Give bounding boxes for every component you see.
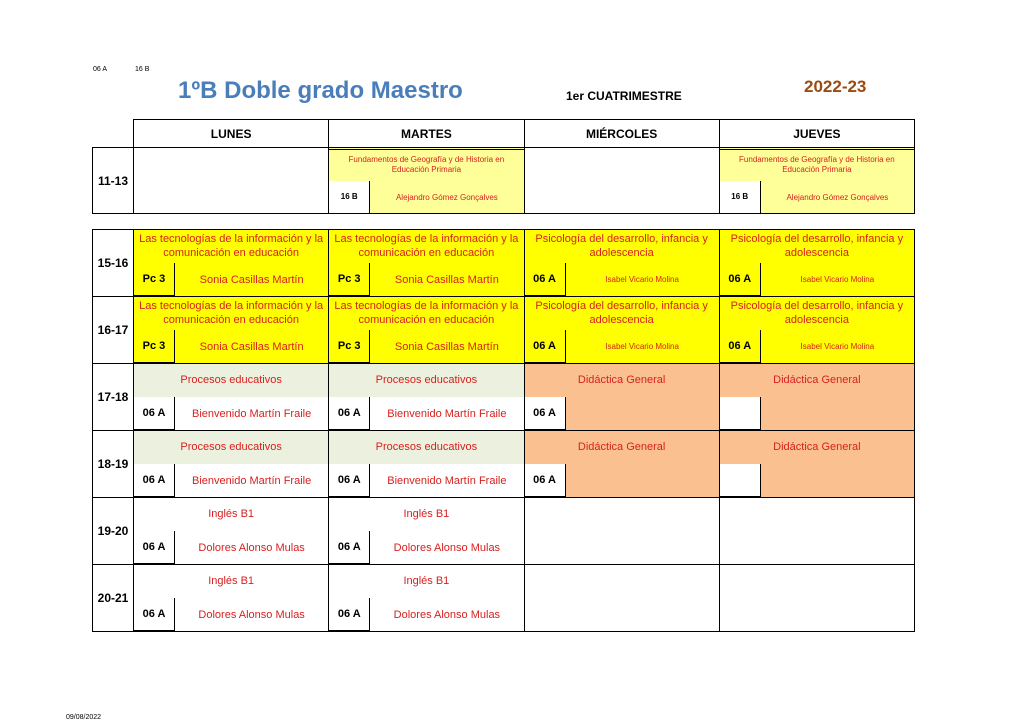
page-title: 1ºB Doble grado Maestro (178, 77, 463, 104)
day-header-row (133, 119, 915, 148)
room-label (720, 464, 761, 497)
schedule-cell-empty (524, 148, 719, 214)
corner-label-1: 06 A (93, 66, 108, 73)
hour-label: 11-13 (93, 148, 134, 214)
hour-label: 19-20 (93, 498, 134, 565)
schedule-cell (134, 297, 329, 364)
room-label: 06 A (720, 330, 761, 363)
room-label: 06 A (525, 397, 566, 430)
subject-name: Didáctica General (577, 373, 666, 386)
room-label: 06 A (525, 263, 566, 296)
room-label: Pc 3 (134, 263, 175, 296)
hour-label: 17-18 (93, 364, 134, 431)
teacher-name: Bienvenido Martín Fraile (370, 397, 523, 430)
room-label: 06 A (720, 263, 761, 296)
schedule-cell (134, 498, 329, 565)
schedule-cell (524, 230, 719, 297)
hour-label: 15-16 (93, 230, 134, 297)
schedule-cell (329, 297, 524, 364)
schedule-cell (524, 431, 719, 498)
subject-name: Didáctica General (773, 440, 861, 453)
teacher-name: Isabel Vicario Molina (800, 342, 875, 351)
corner-label-2: 16 B (135, 66, 150, 73)
subject-name: Psicología del desarrollo, infancia y adolescencia (730, 300, 904, 326)
schedule-cell (329, 498, 524, 565)
schedule-cell-empty (524, 498, 719, 565)
subject-name: Las tecnologías de la información y la comunicación en educación (334, 300, 519, 326)
schedule-cell (524, 297, 719, 364)
subject-name: Didáctica General (577, 440, 666, 453)
subject-name: Las tecnologías de la información y la comunicación en educación (334, 233, 519, 259)
hour-label: 20-21 (93, 565, 134, 632)
afternoon-block (92, 229, 915, 632)
day-header-wednesday: MIÉRCOLES (524, 120, 719, 148)
room-label: 06 A (134, 464, 175, 497)
teacher-name: Dolores Alonso Mulas (393, 608, 501, 621)
teacher-name: Dolores Alonso Mulas (198, 608, 305, 621)
teacher-name: Bienvenido Martín Fraile (370, 464, 523, 497)
academic-year: 2022-23 (804, 77, 867, 96)
room-label: 06 A (525, 330, 566, 363)
footer-date: 09/08/2022 (66, 714, 102, 721)
schedule-cell (134, 431, 329, 498)
schedule-cell-empty (524, 565, 719, 632)
schedule-cell (329, 431, 524, 498)
teacher-name: Alejandro Gómez Gonçalves (786, 192, 889, 202)
subject-name: Procesos educativos (180, 373, 282, 386)
hour-label: 18-19 (93, 431, 134, 498)
teacher-name: Isabel Vicario Molina (605, 275, 679, 284)
subject-name: Fundamentos de Geografía y de Historia en Educación Primaria (329, 149, 523, 181)
schedule-cell (329, 230, 524, 297)
teacher-name: Sonia Casillas Martín (199, 340, 304, 353)
subject-name: Procesos educativos (375, 373, 478, 386)
schedule-cell (719, 364, 914, 431)
room-label: 06 A (329, 598, 370, 631)
subject-name: Inglés B1 (208, 507, 255, 520)
subject-name: Las tecnologías de la información y la comunicación en educación (139, 233, 324, 259)
day-header-thursday: JUEVES (719, 120, 914, 148)
schedule-cell (134, 364, 329, 431)
teacher-name: Bienvenido Martín Fraile (175, 464, 328, 497)
schedule-cell (719, 431, 914, 498)
room-label: Pc 3 (134, 330, 175, 363)
schedule-cell (719, 297, 914, 364)
hour-label: 16-17 (93, 297, 134, 364)
room-label: Pc 3 (329, 330, 370, 363)
schedule-cell (719, 230, 914, 297)
teacher-name: Sonia Casillas Martín (199, 273, 304, 286)
subject-name: Didáctica General (773, 373, 861, 386)
subject-name: Psicología del desarrollo, infancia y adolescencia (730, 233, 904, 259)
room-label: 06 A (329, 531, 370, 564)
teacher-name: Alejandro Gómez Gonçalves (395, 192, 498, 202)
room-label: 16 B (329, 181, 370, 214)
schedule-cell (329, 148, 524, 214)
room-label: 06 A (329, 397, 370, 430)
teacher-name: Bienvenido Martín Fraile (175, 397, 328, 430)
subject-name: Las tecnologías de la información y la comunicación en educación (139, 300, 324, 326)
room-label: 06 A (525, 464, 566, 497)
room-label: 06 A (134, 531, 175, 564)
schedule-cell (329, 565, 524, 632)
subject-name: Psicología del desarrollo, infancia y adolescencia (535, 300, 708, 326)
schedule-cell (524, 364, 719, 431)
room-label: 06 A (134, 598, 175, 631)
schedule-cell-empty (134, 148, 329, 214)
day-header-tuesday: MARTES (329, 120, 524, 148)
room-label: 06 A (134, 397, 175, 430)
teacher-name: Isabel Vicario Molina (800, 275, 875, 284)
schedule-cell (329, 364, 524, 431)
teacher-name: Sonia Casillas Martín (394, 340, 499, 353)
subject-name: Inglés B1 (208, 574, 255, 587)
schedule-cell (719, 148, 914, 214)
room-label: Pc 3 (329, 263, 370, 296)
day-header-monday: LUNES (134, 120, 329, 148)
teacher-name: Isabel Vicario Molina (605, 342, 679, 351)
schedule-cell-empty (719, 498, 914, 565)
semester-label: 1er CUATRIMESTRE (566, 89, 682, 103)
room-label: 16 B (720, 181, 761, 214)
subject-name: Inglés B1 (403, 507, 450, 520)
schedule-cell-empty (719, 565, 914, 632)
subject-name: Inglés B1 (403, 574, 450, 587)
subject-name: Procesos educativos (180, 440, 282, 453)
room-label (720, 397, 761, 430)
room-label: 06 A (329, 464, 370, 497)
schedule-cell (134, 565, 329, 632)
teacher-name: Dolores Alonso Mulas (393, 541, 501, 554)
teacher-name: Dolores Alonso Mulas (198, 541, 305, 554)
subject-name: Psicología del desarrollo, infancia y adolescencia (535, 233, 708, 259)
morning-block (92, 147, 915, 214)
subject-name: Procesos educativos (375, 440, 478, 453)
subject-name: Fundamentos de Geografía y de Historia en Educación Primaria (720, 149, 914, 181)
teacher-name: Sonia Casillas Martín (394, 273, 499, 286)
schedule-cell (134, 230, 329, 297)
